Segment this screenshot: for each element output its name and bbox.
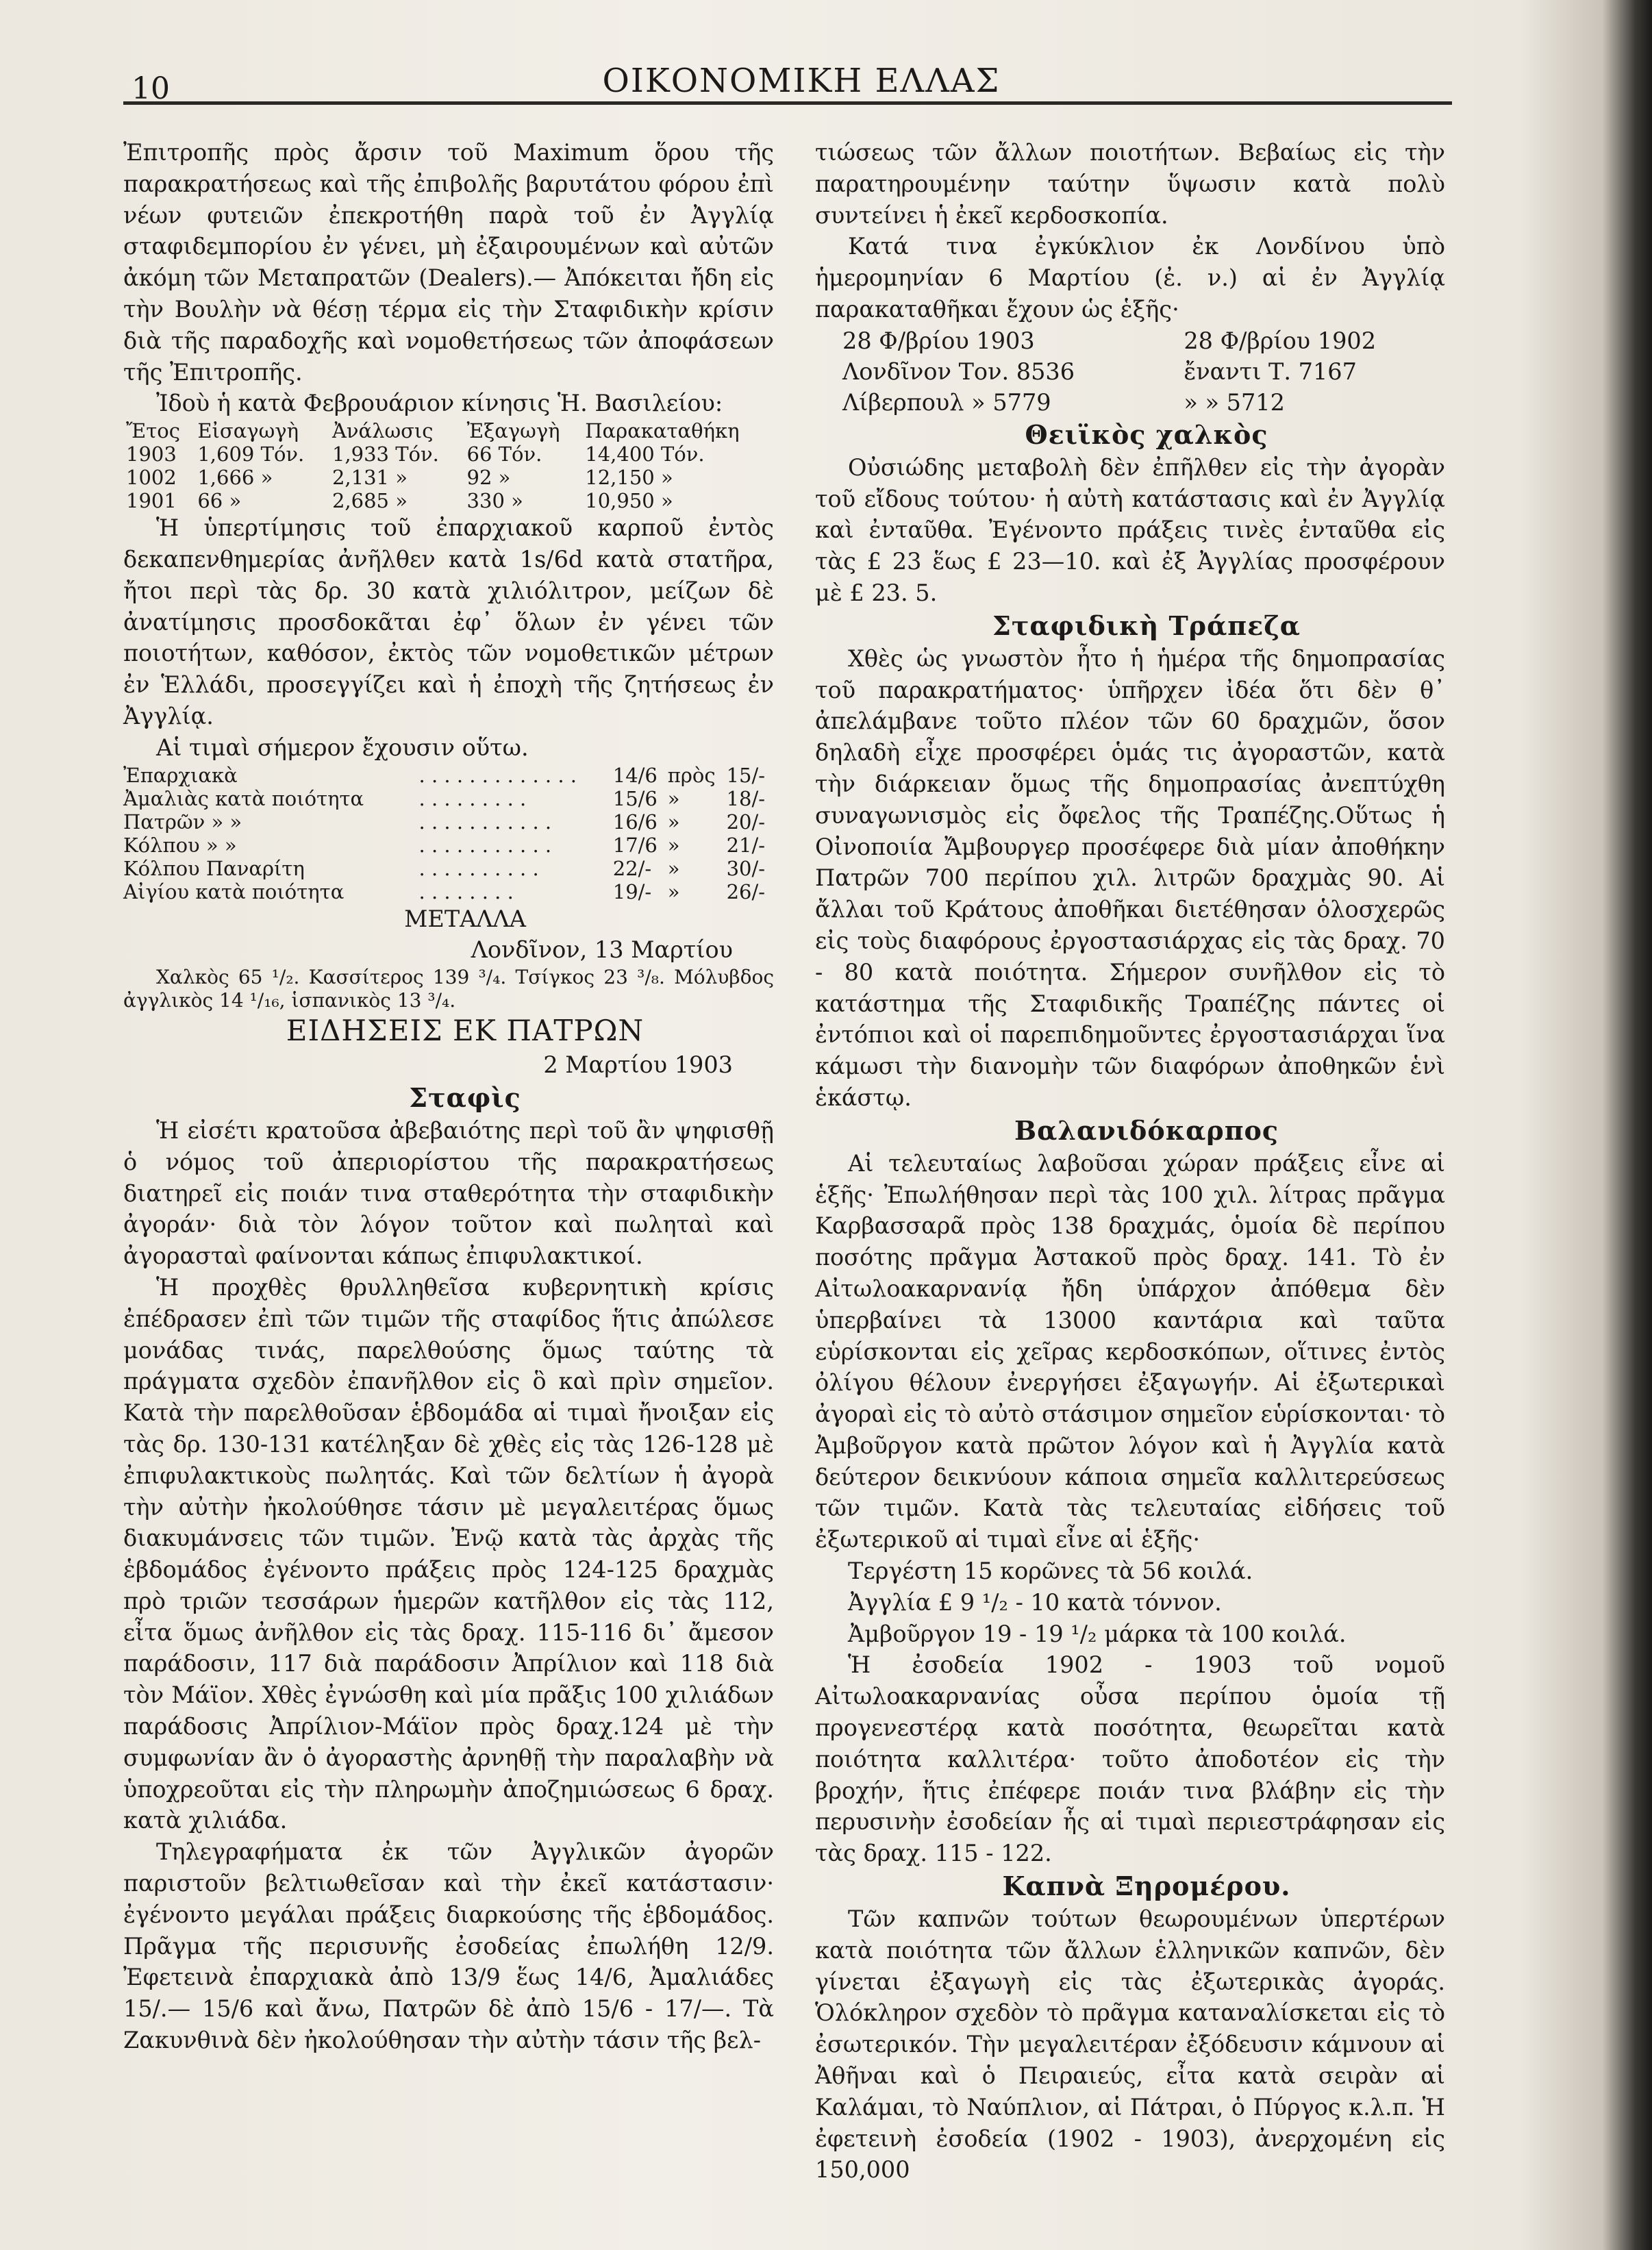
stock-table [815,325,1445,418]
quote-line: Ἀμβοῦργον 19 - 19 ¹/₂ μάρκα τὰ 100 κοιλά. [848,1620,1347,1647]
table-cell: 66 Τόν. [466,442,542,466]
paragraph: Ἡ προχθὲς θρυλληθεῖσα κυβερνητικὴ κρίσις ἐπέδρασεν ἐπὶ τῶν τιμῶν τῆς σταφίδος ἥτις ἀπώλεσε μονάδας τινάς, παρελθούσης ὅμως ταύτης τὰ πράγματα σχεδὸν ἐπανῆλθον εἰς ὃ καὶ πρὶν σημεῖον. Κατὰ τὴν παρελθοῦσαν ἑβδομάδα αἱ τιμαὶ ἤνοιξαν εἰς τὰς δρ. 130-131 κατέληξαν δὲ χθὲς εἰς τὰς 126-128 μὲ ἐπιφυλακτικοὺς πωλητάς. Καὶ τῶν δελτίων ἡ ἀγορὰ τὴν αὐτὴν ἠκολούθησε τάσιν μὲ μεγαλειτέρας ὅμως διακυμάνσεις τῶν τιμῶν. Ἐνῷ κατὰ τὰς ἀρχὰς τῆς ἑβδομάδος ἐγένοντο πράξεις πρὸς 124-125 δραχμὰς πρὸ τριῶν τεσσάρων ἡμερῶν κατῆλθον εἰς τὰς 112, εἶτα ὅμως ἀνῆλθον εἰς τὰς δραχ. 115-116 δι᾽ ἄμεσον παράδοσιν, 117 διὰ παράδοσιν Ἀπρίλιον καὶ 118 διὰ τὸν Μάϊον. Χθὲς ἐγνώσθη καὶ μία πρᾶξις 100 χιλιάδων παράδοσις Ἀπρίλιον-Μάϊον πρὸς δραχ.124 μὲ τὴν συμφωνίαν ἂν ὁ ἀγοραστὴς ἀρνηθῇ τὴν παραλαβὴν νὰ ὑποχρεοῦται εἰς τὴν πληρωμὴν ἀποζημιώσεως 6 δραχ. κατὰ χιλιάδα. [123,1273,774,1834]
price-low: 16/6 [612,810,658,834]
section-heading-copper: Θειϊκὸς χαλκὸς [1025,418,1268,450]
paragraph: τιώσεως τῶν ἄλλων ποιοτήτων. Βεβαίως εἰς τὴν παρατηρουμένην ταύτην ὕψωσιν κατὰ πολὺ συντείνει ἡ ἐκεῖ κερδοσκοπία. [815,139,1445,229]
price-sep: » [667,786,680,810]
price-low: 22/- [612,856,652,880]
price-item-name: Αἰγίου κατὰ ποιότητα [123,879,345,903]
dot-leader: . . . . . . . . . . . . . [418,763,577,787]
right-column [815,137,1445,2186]
dot-leader: . . . . . . . . [418,879,514,903]
table-cell: ἔναντι Τ. 7167 [1184,358,1357,385]
table-header-cell: Εἰσαγωγὴ [197,419,299,443]
table-cell: 92 » [466,466,511,490]
price-row [123,787,774,810]
table-header-cell: Ἐξαγωγὴ [466,419,560,443]
news-heading: ΕΙΔΗΣΕΙΣ ΕΚ ΠΑΤΡΩΝ [286,1014,644,1048]
table-row [123,442,774,466]
section-heading-stafis: Σταφὶς [409,1082,521,1113]
table-cell: 1903 [126,442,177,466]
price-low: 19/- [612,879,652,903]
price-row [123,857,774,880]
table-cell: Λίβερπουλ » 5779 [842,388,1051,416]
paragraph: Χθὲς ὡς γνωστὸν ἦτο ἡ ἡμέρα τῆς δημοπρασίας τοῦ παρακρατήματος· ὑπῆρχεν ἰδέα ὅτι δὲν θ᾽ ἀπελάμβανε τοῦτο πλέον τῶν 60 δραχμῶν, ὅσον δηλαδὴ εἶχε προσφέρει ὁμάς τις ἀγοραστῶν, κατὰ τὴν διάρκειαν ὅμως τῆς δημοπρασίας ἀνεπτύχθη συναγωνισμὸς εἰς ὄφελος τῆς Τραπέζης.Οὕτως ἡ Οἰνοποιία Ἄμβουργερ προσέφερε διὰ μίαν ἀποθήκην Πατρῶν 700 περίπου χιλ. λιτρῶν δραχμὰς 90. Αἱ ἄλλαι τοῦ Κράτους ἀποθῆκαι διετέθησαν ὁλοσχερῶς εἰς τοὺς διαφόρους ἐργοστασιάρχας εἰς τὰς δραχ. 70 - 80 κατὰ ποιότητα. Σήμερον συνῆλθον εἰς τὸ κατάστημα τῆς Σταφιδικῆς Τραπέζης πάντες οἱ ἐντόπιοι καὶ οἱ παρεπιδημοῦντες ἐργοστασιάρχαι ἵνα κάμωσι τὴν διανομὴν τῶν διαφόρων ἀποθηκῶν ἑνὶ ἑκάστῳ. [815,645,1445,1111]
header-rule [123,101,1452,105]
price-high: 30/- [726,856,766,880]
paragraph: Ἐπιτροπῆς πρὸς ἄρσιν τοῦ Maximum ὅρου τῆς παρακρατήσεως καὶ τῆς ἐπιβολῆς βαρυτάτου φόρου ἐπὶ νέων φυτειῶν ἐπεκροτήθη παρὰ τοῦ ἐν Ἀγγλίᾳ σταφιδεμπορίου ἐν γένει, μὴ ἐξαιρουμένων καὶ αὐτῶν ἀκόμη τῶν Μεταπρατῶν (Dealers).— Ἀπόκειται ἤδη εἰς τὴν Βουλὴν νὰ θέσῃ τέρμα εἰς τὴν Σταφιδικὴν κρίσιν διὰ τῆς παραδοχῆς καὶ νομοθετήσεως τῶν ἀποφάσεων τῆς Ἐπιτροπῆς. [123,139,774,386]
metals-dateline: Λονδῖνον, 13 Μαρτίου [471,936,733,964]
table-cell: 1,609 Τόν. [197,442,305,466]
running-head-title: ΟΙΚΟΝΟΜΙΚΗ ΕΛΛΑΣ [602,62,1001,100]
movement-table [123,419,774,512]
price-high: 15/- [726,763,766,787]
price-sep: » [667,879,680,903]
paragraph: Τῶν καπνῶν τούτων θεωρουμένων ὑπερτέρων κατὰ ποιότητα τῶν ἄλλων ἑλληνικῶν καπνῶν, δὲν γίνεται ἐξαγωγὴ εἰς τὰς ἐξωτερικὰς ἀγοράς. Ὁλόκληρον σχεδὸν τὸ πρᾶγμα καταναλίσκεται εἰς τὸ ἐσωτερικόν. Τὴν μεγαλειτέραν ἐξόδευσιν κάμνουν αἱ Ἀθῆναι καὶ ὁ Πειραιεύς, εἶτα κατὰ σειρὰν αἱ Καλάμαι, τὸ Ναύπλιον, αἱ Πάτραι, ὁ Πύργος κ.λ.π. Ἡ ἐφετεινὴ ἐσοδεία (1902 - 1903), ἀνερχομένη εἰς 150,000 [815,1905,1445,2184]
paragraph: Ἡ εἰσέτι κρατοῦσα ἀβεβαιότης περὶ τοῦ ἂν ψηφισθῇ ὁ νόμος τοῦ ἀπεριορίστου τῆς παρακρατήσεως διατηρεῖ εἰς ποιάν τινα σταθερότητα τὴν σταφιδικὴν ἀγοράν· διὰ τὸν λόγον τοῦτον καὶ πωληταὶ καὶ ἀγορασταὶ φαίνονται κάπως ἐπιφυλακτικοί. [123,1116,774,1270]
paragraph: Οὐσιώδης μεταβολὴ δὲν ἐπῆλθεν εἰς τὴν ἀγορὰν τοῦ εἴδους τούτου· ἡ αὐτὴ κατάστασις καὶ ἐν Ἀγγλίᾳ καὶ ἐνταῦθα. Ἐγένοντο πράξεις τινὲς ἐνταῦθα εἰς τὰς £ 23 ἕως £ 23—10. καὶ ἐξ Ἀγγλίας προσφέρουν μὲ £ 23. 5. [815,453,1445,606]
dot-leader: . . . . . . . . . . . [418,810,552,834]
paragraph: Αἱ τιμαὶ σήμερον ἔχουσιν οὕτω. [156,734,529,761]
dot-leader: . . . . . . . . . . [418,856,539,880]
left-column [123,137,774,2056]
price-high: 26/- [726,879,766,903]
table-cell: 2,131 » [331,466,408,490]
table-cell: 10,950 » [585,489,673,513]
table-cell: 1901 [126,489,177,513]
paragraph: Ἰδοὺ ἡ κατὰ Φεβρουάριον κίνησις Ἡ. Βασιλείου: [156,390,723,417]
price-sep: » [667,810,680,834]
metals-prices: Χαλκὸς 65 ¹/₂. Κασσίτερος 139 ³/₄. Τσίγκος 23 ³/₈. Μόλυβδος ἀγγλικὸς 14 ¹/₁₆, ἱσπανικὸς 13 ³/₄. [123,966,774,1012]
table-cell: 28 Φ/βρίου 1903 [842,327,1035,354]
table-header-cell: Ἀνάλωσις [331,419,434,443]
price-low: 17/6 [612,833,658,857]
table-cell: » » 5712 [1184,388,1285,416]
price-item-name: Ἀμαλιὰς κατὰ ποιότητα [123,786,364,810]
table-cell: 1,933 Τόν. [331,442,439,466]
section-heading-valonia: Βαλανιδόκαρπος [1014,1114,1279,1146]
paragraph: Αἱ τελευταίως λαβοῦσαι χώραν πράξεις εἶνε αἱ ἑξῆς· Ἐπωλήθησαν περὶ τὰς 100 χιλ. λίτρας πρᾶγμα Καρβασσαρᾶ πρὸς 138 δραχμάς, ὁμοία δὲ περίπου ποσότης πρᾶγμα Ἀστακοῦ πρὸς δραχ. 141. Τὸ ἐν Αἰτωλοακαρνανίᾳ ἤδη ὑπάρχον ἀπόθεμα δὲν ὑπερβαίνει τὰ 13000 καντάρια καὶ ταῦτα εὑρίσκονται εἰς χεῖρας κερδοσκόπων, οἵτινες ἐντὸς ὀλίγου θέλουν ἐνεργήσει ἐξαγωγήν. Αἱ ἐξωτερικαὶ ἀγοραὶ εἰς τὸ αὐτὸ στάσιμον σημεῖον εὑρίσκονται· τὸ Ἀμβοῦργον κατὰ πρῶτον λόγον καὶ ἡ Ἀγγλία κατὰ δεύτερον δεικνύουν κάποια σημεῖα καλλιτερεύσεως τῶν τιμῶν. Κατὰ τὰς τελευταίας εἰδήσεις τοῦ ἐξωτερικοῦ αἱ τιμαὶ εἶνε αἱ ἑξῆς· [815,1149,1445,1553]
table-row [815,325,1445,356]
news-dateline: 2 Μαρτίου 1903 [543,1051,733,1079]
section-heading-tobacco: Καπνὰ Ξηρομέρου. [1002,1871,1291,1902]
table-cell: 1,666 » [197,466,273,490]
page-number: 10 [132,71,170,106]
table-cell: 330 » [466,489,523,513]
price-low: 15/6 [612,786,658,810]
table-row [815,387,1445,418]
price-row [123,810,774,834]
price-item-name: Ἐπαρχιακὰ [123,763,238,787]
table-header-cell: Ἔτος [126,419,180,443]
price-item-name: Κόλπου Παναρίτη [123,856,305,880]
paragraph: Ἡ ὑπερτίμησις τοῦ ἐπαρχιακοῦ καρποῦ ἐντὸς δεκαπενθημερίας ἀνῆλθεν κατὰ 1s/6d κατὰ στατῆρα, ἤτοι περὶ τὰς δρ. 30 κατὰ χιλιόλιτρον, μείζων δὲ ἀνατίμησις προσδοκᾶται ἐφ᾽ ὅλων ἐν γένει τῶν ποιοτήτων, καθόσον, ἐκτὸς τῶν νομοθετικῶν μέτρων ἐν Ἑλλάδι, προσεγγίζει καὶ ἡ ἐποχὴ τῆς ζητήσεως ἐν Ἀγγλίᾳ. [123,514,774,729]
dot-leader: . . . . . . . . . [418,786,527,810]
price-item-name: Πατρῶν » » [123,810,242,834]
table-header-cell: Παρακαταθήκη [585,419,740,443]
price-high: 18/- [726,786,766,810]
price-sep: πρὸς [667,763,716,787]
quote-line: Ἀγγλία £ 9 ¹/₂ - 10 κατὰ τόννον. [848,1588,1222,1616]
price-high: 21/- [726,833,766,857]
table-row [123,466,774,489]
table-header-row [123,419,774,442]
price-row [123,764,774,787]
table-cell: 66 » [197,489,242,513]
paragraph: Ἡ ἐσοδεία 1902 - 1903 τοῦ νομοῦ Αἰτωλοακαρνανίας οὖσα περίπου ὁμοία τῇ προγενεστέρᾳ κατὰ ποσότητα, θεωρεῖται κατὰ ποιότητα καλλιτέρα· τοῦτο ἀποδοτέον εἰς τὴν βροχήν, ἥτις ἐπέφερε ποιάν τινα βλάβην εἰς τὴν περυσινὴν ἐσοδείαν ἧς αἱ τιμαὶ περιεστράφησαν εἰς τὰς δραχ. 115 - 122. [815,1651,1445,1867]
price-low: 14/6 [612,763,658,787]
table-row [123,489,774,512]
dot-leader: . . . . . . . . . . . [418,833,552,857]
table-cell: Λονδῖνον Τον. 8536 [842,358,1075,385]
price-item-name: Κόλπου » » [123,833,237,857]
price-list [123,764,774,903]
table-cell: 1002 [126,466,177,490]
table-cell: 14,400 Τόν. [585,442,705,466]
paragraph: Τηλεγραφήματα ἐκ τῶν Ἀγγλικῶν ἀγορῶν παριστοῦν βελτιωθεῖσαν καὶ τὴν ἐκεῖ κατάστασιν· ἐγένοντο μεγάλαι πράξεις διαρκούσης τῆς ἑβδομάδος. Πρᾶγμα τῆς περισυνῆς ἐσοδείας ἐπωλήθη 12/9. Ἐφετεινὰ ἐπαρχιακὰ ἀπὸ 13/9 ἕως 14/6, Ἀμαλιάδες 15/.— 15/6 καὶ ἄνω, Πατρῶν δὲ ἀπὸ 15/6 - 17/—. Τὰ Ζακυνθινὰ δὲν ἠκολούθησαν τὴν αὐτὴν τάσιν τῆς βελ- [123,1838,774,2054]
quote-line: Τεργέστη 15 κορῶνες τὰ 56 κοιλά. [848,1558,1253,1585]
table-row [815,356,1445,387]
table-cell: 12,150 » [585,466,673,490]
price-high: 20/- [726,810,766,834]
price-sep: » [667,833,680,857]
metals-heading: ΜΕΤΑΛΛΑ [404,905,526,932]
price-sep: » [667,856,680,880]
table-cell: 2,685 » [331,489,408,513]
section-heading-bank: Σταφιδικὴ Τράπεζα [992,610,1301,641]
table-cell: 28 Φ/βρίου 1902 [1184,327,1377,354]
price-row [123,834,774,857]
price-row [123,880,774,903]
paragraph: Κατά τινα ἐγκύκλιον ἐκ Λονδίνου ὑπὸ ἡμερομηνίαν 6 Μαρτίου (ἐ. ν.) αἱ ἐν Ἀγγλίᾳ παρακαταθῆκαι ἔχουν ὡς ἑξῆς· [815,233,1445,323]
